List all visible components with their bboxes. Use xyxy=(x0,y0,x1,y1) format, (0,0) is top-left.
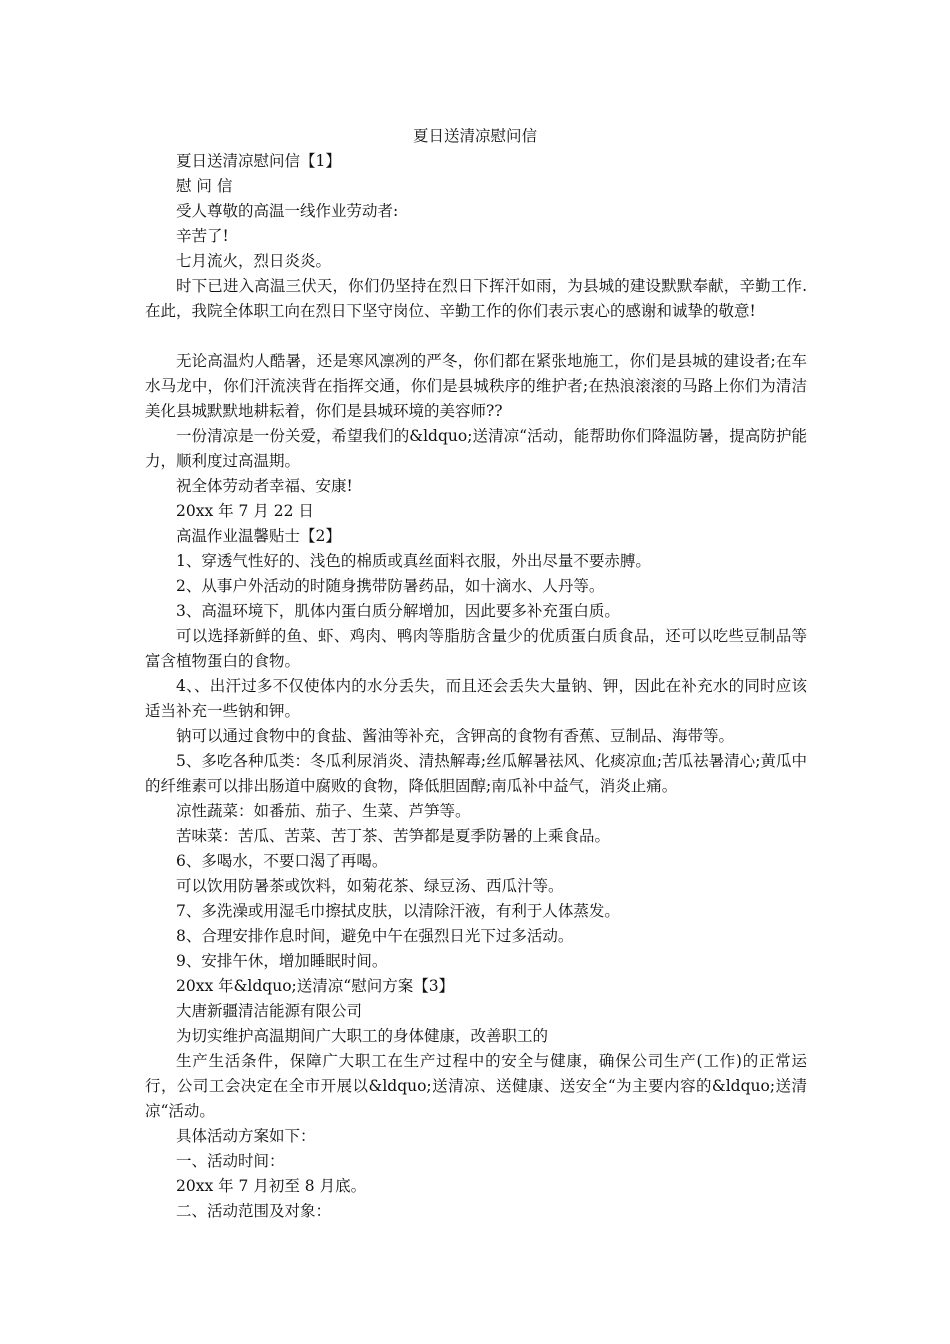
list-item: 2、从事户外活动的时随身携带防暑药品，如十滴水、人丹等。 xyxy=(176,577,605,595)
list-item: 二、活动范围及对象： xyxy=(176,1202,332,1220)
list-item: 5、多吃各种瓜类：冬瓜利尿消炎、清热解毒;丝瓜解暑祛风、化痰凉血;苦瓜祛暑清心;黄瓜中的纤维素可以排出肠道中腐败的食物，降低胆固醇;南瓜补中益气，消炎止痛。 xyxy=(145,752,807,795)
list-item: 6、多喝水，不要口渴了再喝。 xyxy=(176,852,388,870)
paragraph: 时下已进入高温三伏天，你们仍坚持在烈日下挥汗如雨，为县城的建设默默奉献，辛勤工作.在此，我院全体职工向在烈日下坚守岗位、辛勤工作的你们表示衷心的感谢和诚挚的敬意! xyxy=(145,277,807,320)
paragraph: 20xx 年 7 月初至 8 月底。 xyxy=(176,1177,367,1195)
paragraph: 七月流火，烈日炎炎。 xyxy=(176,252,332,270)
paragraph: 无论高温灼人酷暑，还是寒风凛冽的严冬，你们都在紧张地施工，你们是县城的建设者;在车水马龙中，你们汗流浃背在指挥交通，你们是县城秩序的维护者;在热浪滚滚的马路上你们为清洁美化县城默默地耕耘着，你们是县城环境的美容师?? xyxy=(145,352,807,420)
list-item: 一、活动时间： xyxy=(176,1152,285,1170)
section-heading-2: 高温作业温馨贴士【2】 xyxy=(176,527,341,545)
list-item: 8、合理安排作息时间，避免中午在强烈日光下过多活动。 xyxy=(176,927,574,945)
paragraph: 凉性蔬菜：如番茄、茄子、生菜、芦笋等。 xyxy=(176,802,471,820)
paragraph: 具体活动方案如下： xyxy=(176,1127,316,1145)
letter-heading: 慰 问 信 xyxy=(176,177,233,195)
paragraph: 一份清凉是一份关爱，希望我们的&ldquo;送清凉“活动，能帮助你们降温防暑，提高防护能力，顺利度过高温期。 xyxy=(145,427,807,470)
section-heading-3: 20xx 年&ldquo;送清凉“慰问方案【3】 xyxy=(176,977,455,995)
paragraph: 辛苦了! xyxy=(176,227,229,245)
paragraph: 可以饮用防暑茶或饮料，如菊花茶、绿豆汤、西瓜汁等。 xyxy=(176,877,564,895)
closing-wish: 祝全体劳动者幸福、安康! xyxy=(176,477,353,495)
company-name: 大唐新疆清洁能源有限公司 xyxy=(176,1002,363,1020)
list-item: 4、、出汗过多不仅使体内的水分丢失，而且还会丢失大量钠、钾，因此在补充水的同时应该适当补充一些钠和钾。 xyxy=(145,677,807,720)
paragraph: 生产生活条件，保障广大职工在生产过程中的安全与健康，确保公司生产(工作)的正常运行，公司工会决定在全市开展以&ldquo;送清凉、送健康、送安全“为主要内容的&ldquo;送清凉“活动。 xyxy=(145,1052,807,1120)
section-heading-1: 夏日送清凉慰问信【1】 xyxy=(176,152,341,170)
letter-date: 20xx 年 7 月 22 日 xyxy=(176,502,314,520)
paragraph: 可以选择新鲜的鱼、虾、鸡肉、鸭肉等脂肪含量少的优质蛋白质食品，还可以吃些豆制品等富含植物蛋白的食物。 xyxy=(145,627,807,670)
list-item: 9、安排午休，增加睡眠时间。 xyxy=(176,952,388,970)
salutation: 受人尊敬的高温一线作业劳动者: xyxy=(176,202,399,220)
list-item: 3、高温环境下，肌体内蛋白质分解增加，因此要多补充蛋白质。 xyxy=(176,602,620,620)
paragraph: 为切实维护高温期间广大职工的身体健康，改善职工的 xyxy=(176,1027,549,1045)
list-item: 7、多洗澡或用湿毛巾擦拭皮肤，以清除汗液，有利于人体蒸发。 xyxy=(176,902,620,920)
paragraph: 苦味菜：苦瓜、苦菜、苦丁茶、苦笋都是夏季防暑的上乘食品。 xyxy=(176,827,611,845)
list-item: 1、穿透气性好的、浅色的棉质或真丝面料衣服，外出尽量不要赤膊。 xyxy=(176,552,651,570)
paragraph: 钠可以通过食物中的食盐、酱油等补充，含钾高的食物有香蕉、豆制品、海带等。 xyxy=(176,727,735,745)
document-title: 夏日送清凉慰问信 xyxy=(412,127,537,145)
